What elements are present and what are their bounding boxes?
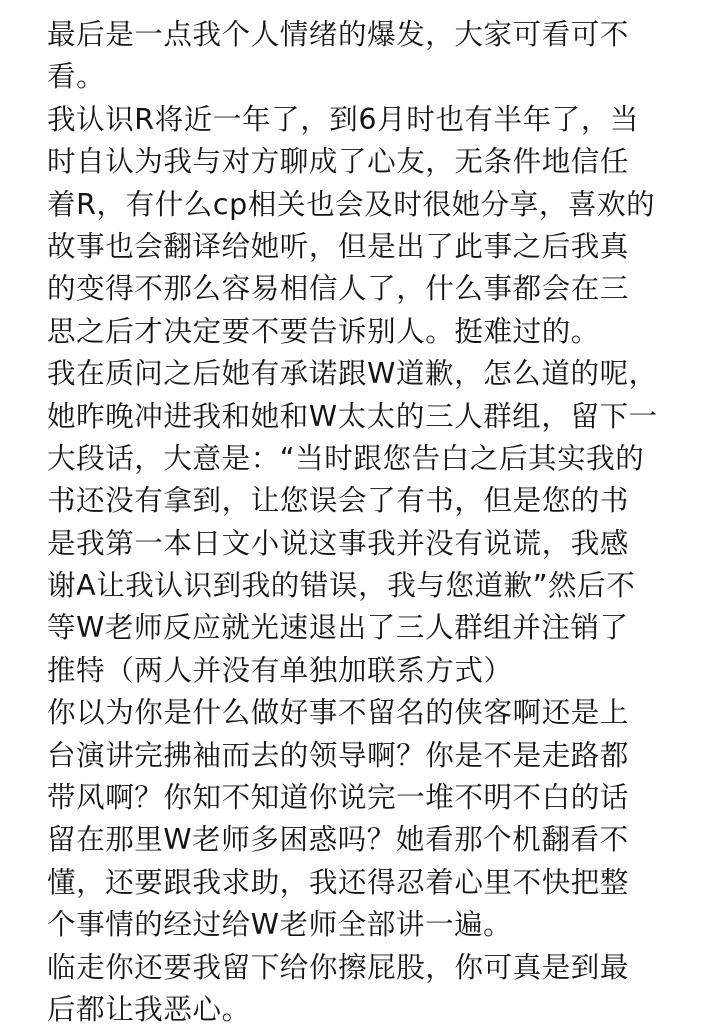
text-line: 着R，有什么cp相关也会及时很她分享，喜欢的 bbox=[47, 187, 656, 221]
text-line: 思之后才决定要不要告诉别人。挺难过的。 bbox=[47, 314, 600, 348]
text-line: 时自认为我与对方聊成了心友，无条件地信任 bbox=[47, 145, 630, 179]
paragraph-trust bbox=[47, 99, 677, 353]
text-line: 大段话，大意是：“当时跟您告白之后其实我的 bbox=[47, 441, 645, 475]
text-line: 懂，还要跟我求助，我还得忍着心里不快把整 bbox=[47, 865, 630, 899]
text-line: 临走你还要我留下给你擦屁股，你可真是到最 bbox=[47, 950, 630, 984]
text-line: 书还没有拿到，让您误会了有书，但是您的书 bbox=[47, 484, 630, 518]
text-line: 你以为你是什么做好事不留名的侠客啊还是上 bbox=[47, 696, 630, 730]
text-line: 台演讲完拂袖而去的领导啊？你是不是走路都 bbox=[47, 738, 630, 772]
text-line: 最后是一点我个人情绪的爆发，大家可看可不 bbox=[47, 18, 630, 51]
text-line: 后都让我恶心。 bbox=[47, 992, 251, 1026]
text-line: 带风啊？你知不知道你说完一堆不明不白的话 bbox=[47, 781, 630, 815]
paragraph-complaint bbox=[47, 692, 677, 946]
text-line: 她昨晚冲进我和她和W太太的三人群组，留下一 bbox=[47, 399, 658, 433]
text-line: 留在那里W老师多困惑吗？她看那个机翻看不 bbox=[47, 823, 629, 857]
text-line: 是我第一本日文小说这事我并没有说谎，我感 bbox=[47, 526, 630, 560]
text-line: 个事情的经过给W老师全部讲一遍。 bbox=[47, 908, 513, 942]
text-line: 谢A让我认识到我的错误，我与您道歉”然后不 bbox=[47, 569, 636, 603]
paragraph-apology bbox=[47, 353, 677, 692]
paragraph-closing bbox=[47, 947, 677, 1031]
text-line: 推特（两人并没有单独加联系方式） bbox=[47, 653, 513, 687]
text-line: 故事也会翻译给她听，但是出了此事之后我真 bbox=[47, 229, 630, 263]
text-line: 看。 bbox=[47, 60, 106, 94]
paragraph-intro bbox=[47, 14, 677, 99]
text-line: 等W老师反应就光速退出了三人群组并注销了 bbox=[47, 611, 629, 645]
text-line: 我在质问之后她有承诺跟W道歉，怎么道的呢， bbox=[47, 357, 658, 391]
text-line: 我认识R将近一年了，到6月时也有半年了，当 bbox=[47, 102, 640, 136]
post-body bbox=[47, 14, 677, 1031]
text-line: 的变得不那么容易相信人了，什么事都会在三 bbox=[47, 272, 630, 306]
